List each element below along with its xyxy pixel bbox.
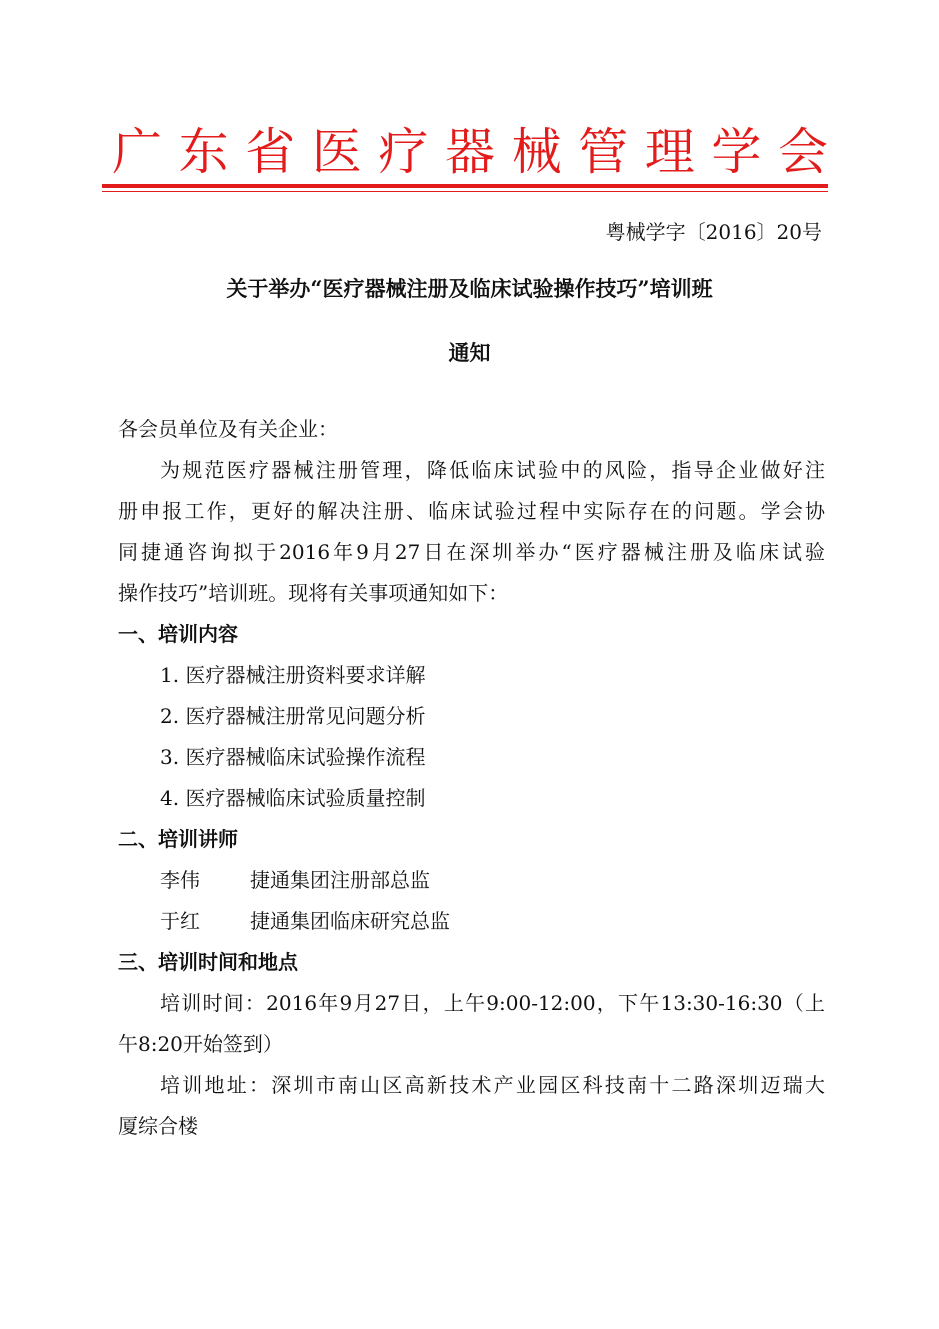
training-place: 培训地址：深圳市南山区高新技术产业园区科技南十二路深圳迈瑞大 [160,1073,825,1097]
org-title-char: 广 [112,123,162,181]
lecturer-name: 于红 [160,909,200,933]
salutation: 各会员单位及有关企业： [118,417,338,441]
org-title-char: 理 [644,123,695,181]
lecturer-name: 李伟 [160,868,200,892]
intro-line: 册申报工作，更好的解决注册、临床试验过程中实际存在的问题。学会协 [118,499,825,523]
section-heading-lecturers: 二、培训讲师 [118,827,238,851]
org-title-char: 学 [711,123,762,181]
intro-line: 为规范医疗器械注册管理，降低临床试验中的风险，指导企业做好注 [160,458,825,482]
notice-title-line2: 通知 [448,340,491,365]
section-heading-content: 一、培训内容 [118,622,238,646]
header-rule-thick [102,184,828,188]
lecturer-title: 捷通集团注册部总监 [250,868,430,892]
lecturer-title: 捷通集团临床研究总监 [250,909,450,933]
intro-line: 同捷通咨询拟于2016年9月27日在深圳举办“医疗器械注册及临床试验 [118,540,825,564]
header-rule-thin [102,191,828,192]
org-title-char: 会 [777,123,828,181]
org-title-char: 医 [311,123,362,181]
training-time-cont: 午8:20开始签到） [118,1032,283,1056]
content-item: 2. 医疗器械注册常见问题分析 [160,704,426,728]
org-title-char: 器 [444,123,495,181]
org-title-char: 械 [511,123,562,181]
section-heading-time-place: 三、培训时间和地点 [118,950,298,974]
org-title-char: 省 [245,123,296,181]
org-title-char: 管 [578,123,629,181]
content-item: 3. 医疗器械临床试验操作流程 [160,745,426,769]
training-time: 培训时间：2016年9月27日，上午9:00-12:00，下午13:30-16:30（上 [160,991,825,1015]
org-title-char: 东 [178,123,229,181]
content-item: 4. 医疗器械临床试验质量控制 [160,786,426,810]
content-item: 1. 医疗器械注册资料要求详解 [160,663,426,687]
document-number: 粤械学字〔2016〕20号 [605,220,822,244]
intro-line: 操作技巧”培训班。现将有关事项通知如下： [118,581,509,605]
organization-title [112,118,828,186]
org-title-char: 疗 [378,123,429,181]
training-place-cont: 厦综合楼 [118,1114,198,1138]
notice-title: 关于举办“医疗器械注册及临床试验操作技巧”培训班 [226,276,713,301]
